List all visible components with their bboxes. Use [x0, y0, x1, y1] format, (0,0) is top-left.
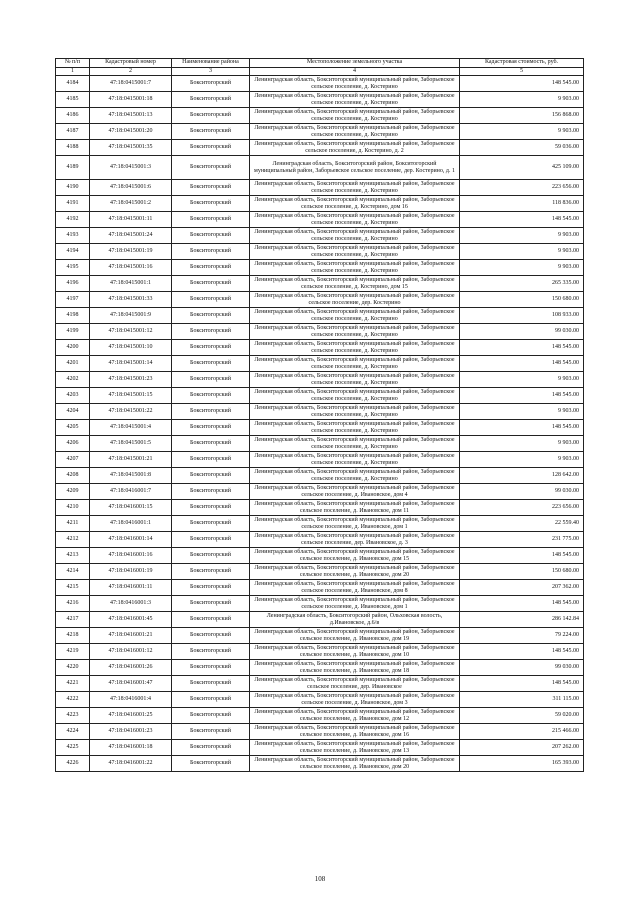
cadastral-value-cell: 118 836.00 — [460, 196, 584, 212]
table-body — [56, 76, 584, 772]
location-cell: Ленинградская область, Бокситогорский муниципальный район, Заборьевское сельское поселение, д. Ивановское, дом 12 — [250, 708, 460, 724]
cadastral-value-cell: 265 335.00 — [460, 276, 584, 292]
district-cell: Бокситогорский — [172, 212, 250, 228]
cadastral-value-cell: 148 545.00 — [460, 212, 584, 228]
location-cell: Ленинградская область, Бокситогорский муниципальный район, Заборьевское сельское поселение, д. Костерино — [250, 228, 460, 244]
table-row — [56, 756, 584, 772]
header-district-name: Наименование района — [172, 59, 250, 68]
table-row — [56, 532, 584, 548]
location-cell: Ленинградская область, Бокситогорский муниципальный район, Заборьевское сельское поселение, д. Костерино — [250, 388, 460, 404]
district-cell: Бокситогорский — [172, 580, 250, 596]
column-number: 3 — [172, 68, 250, 76]
table-row — [56, 308, 584, 324]
cadastral-number-cell: 47:18:0416001:7 — [90, 484, 172, 500]
district-cell: Бокситогорский — [172, 756, 250, 772]
district-cell: Бокситогорский — [172, 196, 250, 212]
cadastral-value-cell: 9 903.00 — [460, 260, 584, 276]
table-row — [56, 500, 584, 516]
table-row — [56, 388, 584, 404]
table-header-row — [56, 59, 584, 68]
location-cell: Ленинградская область, Бокситогорский муниципальный район, Заборьевское сельское поселение, дер. Ивановское, д. 3 — [250, 532, 460, 548]
row-number-cell: 4203 — [56, 388, 90, 404]
row-number-cell: 4189 — [56, 156, 90, 180]
table-row — [56, 92, 584, 108]
location-cell: Ленинградская область, Бокситогорский муниципальный район, Заборьевское сельское поселение, д. Ивановское, дом 3 — [250, 692, 460, 708]
row-number-cell: 4201 — [56, 356, 90, 372]
table-row — [56, 436, 584, 452]
location-cell: Ленинградская область, Бокситогорский муниципальный район, Заборьевское сельское поселение, д. Костерино — [250, 308, 460, 324]
table-row — [56, 244, 584, 260]
cadastral-number-cell: 47:18:0415001:18 — [90, 92, 172, 108]
location-cell: Ленинградская область, Бокситогорский муниципальный район, Заборьевское сельское поселение, д. Костерино, д. 2 — [250, 140, 460, 156]
row-number-cell: 4224 — [56, 724, 90, 740]
cadastral-value-cell: 148 545.00 — [460, 388, 584, 404]
location-cell: Ленинградская область, Бокситогорский муниципальный район, Заборьевское сельское поселение, д. Костерино — [250, 324, 460, 340]
row-number-cell: 4225 — [56, 740, 90, 756]
cadastral-number-cell: 47:18:0416001:4 — [90, 692, 172, 708]
district-cell: Бокситогорский — [172, 260, 250, 276]
cadastral-number-cell: 47:18:0416001:22 — [90, 756, 172, 772]
cadastral-value-cell: 9 903.00 — [460, 436, 584, 452]
cadastral-value-cell: 425 109.00 — [460, 156, 584, 180]
table-row — [56, 324, 584, 340]
district-cell: Бокситогорский — [172, 468, 250, 484]
district-cell: Бокситогорский — [172, 404, 250, 420]
district-cell: Бокситогорский — [172, 156, 250, 180]
table-row — [56, 108, 584, 124]
location-cell: Ленинградская область, Бокситогорский муниципальный район, Заборьевское сельское поселение, д. Костерино — [250, 92, 460, 108]
table-row — [56, 564, 584, 580]
district-cell: Бокситогорский — [172, 500, 250, 516]
table-row — [56, 724, 584, 740]
location-cell: Ленинградская область, Бокситогорский муниципальный район, Заборьевское сельское поселение, д. Костерино — [250, 372, 460, 388]
cadastral-value-cell: 99 030.00 — [460, 484, 584, 500]
cadastral-number-cell: 47:18:0415001:8 — [90, 468, 172, 484]
cadastral-value-cell: 9 903.00 — [460, 228, 584, 244]
table-row — [56, 156, 584, 180]
district-cell: Бокситогорский — [172, 388, 250, 404]
cadastral-value-cell: 231 775.00 — [460, 532, 584, 548]
row-number-cell: 4187 — [56, 124, 90, 140]
location-cell: Ленинградская область, Бокситогорский муниципальный район, Заборьевское сельское поселение, д. Костерино — [250, 260, 460, 276]
district-cell: Бокситогорский — [172, 180, 250, 196]
cadastral-value-cell: 156 868.00 — [460, 108, 584, 124]
cadastral-number-cell: 47:18:0415001:14 — [90, 356, 172, 372]
cadastral-value-cell: 128 642.00 — [460, 468, 584, 484]
cadastral-number-cell: 47:18:0416001:3 — [90, 596, 172, 612]
location-cell: Ленинградская область, Бокситогорский муниципальный район, Заборьевское сельское поселение, д. Ивановское, дом 10 — [250, 644, 460, 660]
cadastral-value-cell: 9 903.00 — [460, 92, 584, 108]
district-cell: Бокситогорский — [172, 596, 250, 612]
cadastral-value-cell: 9 903.00 — [460, 124, 584, 140]
cadastral-number-cell: 47:18:0415001:33 — [90, 292, 172, 308]
row-number-cell: 4207 — [56, 452, 90, 468]
district-cell: Бокситогорский — [172, 484, 250, 500]
cadastral-value-cell: 150 680.00 — [460, 564, 584, 580]
row-number-cell: 4195 — [56, 260, 90, 276]
page-number: 108 — [314, 875, 326, 883]
row-number-cell: 4226 — [56, 756, 90, 772]
district-cell: Бокситогорский — [172, 692, 250, 708]
district-cell: Бокситогорский — [172, 516, 250, 532]
row-number-cell: 4221 — [56, 676, 90, 692]
district-cell: Бокситогорский — [172, 740, 250, 756]
district-cell: Бокситогорский — [172, 292, 250, 308]
district-cell: Бокситогорский — [172, 308, 250, 324]
cadastral-number-cell: 47:18:0416001:11 — [90, 580, 172, 596]
district-cell: Бокситогорский — [172, 324, 250, 340]
cadastral-number-cell: 47:18:0415001:6 — [90, 180, 172, 196]
cadastral-value-cell: 99 030.00 — [460, 324, 584, 340]
header-row-number: № п/п — [56, 59, 90, 68]
location-cell: Ленинградская область, Бокситогорский муниципальный район, Заборьевское сельское поселение, д. Костерино — [250, 468, 460, 484]
district-cell: Бокситогорский — [172, 356, 250, 372]
table-row — [56, 340, 584, 356]
cadastral-value-cell: 9 903.00 — [460, 452, 584, 468]
table-row — [56, 420, 584, 436]
district-cell: Бокситогорский — [172, 420, 250, 436]
cadastral-value-cell: 207 262.00 — [460, 740, 584, 756]
location-cell: Ленинградская область, Бокситогорский район, Бокситогорский муниципальный район, Заборьевское сельское поселение, дер. Костерино, д. 1 — [250, 156, 460, 180]
cadastral-number-cell: 47:18:0415001:3 — [90, 156, 172, 180]
row-number-cell: 4223 — [56, 708, 90, 724]
cadastral-number-cell: 47:18:0415001:22 — [90, 404, 172, 420]
row-number-cell: 4198 — [56, 308, 90, 324]
table-row — [56, 548, 584, 564]
cadastral-value-cell: 9 903.00 — [460, 404, 584, 420]
row-number-cell: 4188 — [56, 140, 90, 156]
column-number: 1 — [56, 68, 90, 76]
location-cell: Ленинградская область, Бокситогорский муниципальный район, Заборьевское сельское поселение, д. Костерино — [250, 404, 460, 420]
column-number-row — [56, 68, 584, 76]
table-row — [56, 676, 584, 692]
table-row — [56, 404, 584, 420]
header-cadastral-value: Кадастровая стоимость, руб. — [460, 59, 584, 68]
table-row — [56, 468, 584, 484]
district-cell: Бокситогорский — [172, 244, 250, 260]
row-number-cell: 4211 — [56, 516, 90, 532]
cadastral-value-cell: 148 545.00 — [460, 340, 584, 356]
location-cell: Ленинградская область, Бокситогорский муниципальный район, Заборьевское сельское поселение, дер. Ивановское — [250, 676, 460, 692]
table-row — [56, 644, 584, 660]
cadastral-number-cell: 47:18:0416001:47 — [90, 676, 172, 692]
row-number-cell: 4186 — [56, 108, 90, 124]
header-location: Местоположение земельного участка — [250, 59, 460, 68]
location-cell: Ленинградская область, Бокситогорский муниципальный район, Заборьевское сельское поселение, д. Ивановское, дом 1 — [250, 516, 460, 532]
table-row — [56, 76, 584, 92]
column-number: 2 — [90, 68, 172, 76]
district-cell: Бокситогорский — [172, 532, 250, 548]
table-row — [56, 260, 584, 276]
table-row — [56, 452, 584, 468]
row-number-cell: 4222 — [56, 692, 90, 708]
location-cell: Ленинградская область, Бокситогорский муниципальный район, Заборьевское сельское поселение, дер. Костерино — [250, 292, 460, 308]
row-number-cell: 4193 — [56, 228, 90, 244]
district-cell: Бокситогорский — [172, 612, 250, 628]
cadastral-value-cell: 9 903.00 — [460, 372, 584, 388]
table-row — [56, 628, 584, 644]
cadastral-number-cell: 47:18:0416001:45 — [90, 612, 172, 628]
header-cadastral-number: Кадастровый номер — [90, 59, 172, 68]
district-cell: Бокситогорский — [172, 108, 250, 124]
cadastral-value-cell: 108 933.00 — [460, 308, 584, 324]
cadastral-number-cell: 47:18:0416001:15 — [90, 500, 172, 516]
cadastral-value-cell: 59 036.00 — [460, 140, 584, 156]
cadastral-value-table — [55, 58, 584, 772]
row-number-cell: 4191 — [56, 196, 90, 212]
cadastral-number-cell: 47:18:0415001:12 — [90, 324, 172, 340]
column-number: 4 — [250, 68, 460, 76]
row-number-cell: 4208 — [56, 468, 90, 484]
row-number-cell: 4197 — [56, 292, 90, 308]
district-cell: Бокситогорский — [172, 228, 250, 244]
table-row — [56, 140, 584, 156]
row-number-cell: 4200 — [56, 340, 90, 356]
cadastral-number-cell: 47:18:0415001:23 — [90, 372, 172, 388]
row-number-cell: 4185 — [56, 92, 90, 108]
cadastral-value-cell: 148 545.00 — [460, 548, 584, 564]
location-cell: Ленинградская область, Бокситогорский район, Ольховская волость, д.Ивановское, д.6/в — [250, 612, 460, 628]
row-number-cell: 4196 — [56, 276, 90, 292]
location-cell: Ленинградская область, Бокситогорский муниципальный район, Заборьевское сельское поселение, д. Ивановское, дом 1 — [250, 596, 460, 612]
cadastral-value-table-sheet — [55, 58, 583, 772]
district-cell: Бокситогорский — [172, 660, 250, 676]
table-row — [56, 180, 584, 196]
cadastral-number-cell: 47:18:0416001:1 — [90, 516, 172, 532]
cadastral-number-cell: 47:18:0415001:10 — [90, 340, 172, 356]
table-row — [56, 228, 584, 244]
cadastral-number-cell: 47:18:0415001:19 — [90, 244, 172, 260]
location-cell: Ленинградская область, Бокситогорский муниципальный район, Заборьевское сельское поселение, д. Костерино — [250, 212, 460, 228]
location-cell: Ленинградская область, Бокситогорский муниципальный район, Заборьевское сельское поселение, д. Костерино — [250, 420, 460, 436]
row-number-cell: 4213 — [56, 548, 90, 564]
location-cell: Ленинградская область, Бокситогорский муниципальный район, Заборьевское сельское поселение, д. Костерино — [250, 180, 460, 196]
location-cell: Ленинградская область, Бокситогорский муниципальный район, Заборьевское сельское поселение, д. Костерино — [250, 340, 460, 356]
location-cell: Ленинградская область, Бокситогорский муниципальный район, Заборьевское сельское поселение, д. Костерино — [250, 356, 460, 372]
cadastral-number-cell: 47:18:0416001:23 — [90, 724, 172, 740]
district-cell: Бокситогорский — [172, 644, 250, 660]
district-cell: Бокситогорский — [172, 548, 250, 564]
district-cell: Бокситогорский — [172, 372, 250, 388]
cadastral-value-cell: 215 466.00 — [460, 724, 584, 740]
district-cell: Бокситогорский — [172, 76, 250, 92]
table-row — [56, 516, 584, 532]
column-number: 5 — [460, 68, 584, 76]
table-row — [56, 124, 584, 140]
row-number-cell: 4209 — [56, 484, 90, 500]
row-number-cell: 4205 — [56, 420, 90, 436]
table-row — [56, 612, 584, 628]
cadastral-value-cell: 150 680.00 — [460, 292, 584, 308]
table-row — [56, 196, 584, 212]
row-number-cell: 4216 — [56, 596, 90, 612]
table-row — [56, 708, 584, 724]
cadastral-value-cell: 286 142.84 — [460, 612, 584, 628]
cadastral-number-cell: 47:18:0415001:35 — [90, 140, 172, 156]
cadastral-number-cell: 47:18:0416001:18 — [90, 740, 172, 756]
location-cell: Ленинградская область, Бокситогорский муниципальный район, Заборьевское сельское поселение, д. Ивановское, дом 15 — [250, 548, 460, 564]
row-number-cell: 4184 — [56, 76, 90, 92]
cadastral-value-cell: 148 545.00 — [460, 596, 584, 612]
cadastral-number-cell: 47:18:0415001:16 — [90, 260, 172, 276]
cadastral-number-cell: 47:18:0416001:21 — [90, 628, 172, 644]
district-cell: Бокситогорский — [172, 708, 250, 724]
table-row — [56, 292, 584, 308]
row-number-cell: 4212 — [56, 532, 90, 548]
row-number-cell: 4217 — [56, 612, 90, 628]
district-cell: Бокситогорский — [172, 676, 250, 692]
district-cell: Бокситогорский — [172, 340, 250, 356]
location-cell: Ленинградская область, Бокситогорский муниципальный район, Заборьевское сельское поселение, д. Костерино — [250, 436, 460, 452]
row-number-cell: 4210 — [56, 500, 90, 516]
table-row — [56, 212, 584, 228]
cadastral-value-cell: 148 545.00 — [460, 644, 584, 660]
cadastral-number-cell: 47:18:0415001:11 — [90, 212, 172, 228]
row-number-cell: 4202 — [56, 372, 90, 388]
cadastral-value-cell: 223 656.00 — [460, 180, 584, 196]
location-cell: Ленинградская область, Бокситогорский муниципальный район, Заборьевское сельское поселение, д. Костерино, дом 16 — [250, 196, 460, 212]
district-cell: Бокситогорский — [172, 628, 250, 644]
location-cell: Ленинградская область, Бокситогорский муниципальный район, Заборьевское сельское поселение, д. Ивановское, дом 20 — [250, 756, 460, 772]
cadastral-value-cell: 59 020.00 — [460, 708, 584, 724]
table-row — [56, 372, 584, 388]
location-cell: Ленинградская область, Бокситогорский муниципальный район, Заборьевское сельское поселение, д. Ивановское, дом 4 — [250, 484, 460, 500]
cadastral-value-cell: 148 545.00 — [460, 676, 584, 692]
location-cell: Ленинградская область, Бокситогорский муниципальный район, Заборьевское сельское поселение, д. Ивановское, дом 13 — [250, 740, 460, 756]
row-number-cell: 4206 — [56, 436, 90, 452]
location-cell: Ленинградская область, Бокситогорский муниципальный район, Заборьевское сельское поселение, д. Костерино — [250, 452, 460, 468]
location-cell: Ленинградская область, Бокситогорский муниципальный район, Заборьевское сельское поселение, д. Ивановское, дом 18 — [250, 660, 460, 676]
table-row — [56, 580, 584, 596]
row-number-cell: 4214 — [56, 564, 90, 580]
cadastral-number-cell: 47:18:0415001:9 — [90, 308, 172, 324]
district-cell: Бокситогорский — [172, 564, 250, 580]
cadastral-value-cell: 148 545.00 — [460, 420, 584, 436]
table-row — [56, 356, 584, 372]
location-cell: Ленинградская область, Бокситогорский муниципальный район, Заборьевское сельское поселение, д. Костерино, дом 15 — [250, 276, 460, 292]
district-cell: Бокситогорский — [172, 140, 250, 156]
cadastral-value-cell: 9 903.00 — [460, 244, 584, 260]
location-cell: Ленинградская область, Бокситогорский муниципальный район, Заборьевское сельское поселение, д. Ивановское, дом 20 — [250, 564, 460, 580]
district-cell: Бокситогорский — [172, 452, 250, 468]
row-number-cell: 4194 — [56, 244, 90, 260]
cadastral-value-cell: 99 030.00 — [460, 660, 584, 676]
cadastral-value-cell: 148 545.00 — [460, 356, 584, 372]
row-number-cell: 4190 — [56, 180, 90, 196]
cadastral-number-cell: 47:18:0416001:16 — [90, 548, 172, 564]
cadastral-number-cell: 47:18:0415001:5 — [90, 436, 172, 452]
table-row — [56, 596, 584, 612]
table-row — [56, 692, 584, 708]
location-cell: Ленинградская область, Бокситогорский муниципальный район, Заборьевское сельское поселение, д. Ивановское, дом 19 — [250, 628, 460, 644]
cadastral-number-cell: 47:18:0415001:1 — [90, 276, 172, 292]
cadastral-value-cell: 79 224.00 — [460, 628, 584, 644]
location-cell: Ленинградская область, Бокситогорский муниципальный район, Заборьевское сельское поселение, д. Костерино — [250, 124, 460, 140]
district-cell: Бокситогорский — [172, 276, 250, 292]
table-row — [56, 276, 584, 292]
district-cell: Бокситогорский — [172, 436, 250, 452]
cadastral-number-cell: 47:18:0416001:12 — [90, 644, 172, 660]
cadastral-number-cell: 47:18:0415001:7 — [90, 76, 172, 92]
district-cell: Бокситогорский — [172, 724, 250, 740]
location-cell: Ленинградская область, Бокситогорский муниципальный район, Заборьевское сельское поселение, д. Ивановское, дом 11 — [250, 500, 460, 516]
district-cell: Бокситогорский — [172, 124, 250, 140]
cadastral-number-cell: 47:18:0415001:15 — [90, 388, 172, 404]
row-number-cell: 4215 — [56, 580, 90, 596]
cadastral-number-cell: 47:18:0416001:14 — [90, 532, 172, 548]
row-number-cell: 4219 — [56, 644, 90, 660]
row-number-cell: 4218 — [56, 628, 90, 644]
cadastral-number-cell: 47:18:0416001:26 — [90, 660, 172, 676]
row-number-cell: 4220 — [56, 660, 90, 676]
cadastral-number-cell: 47:18:0415001:4 — [90, 420, 172, 436]
district-cell: Бокситогорский — [172, 92, 250, 108]
cadastral-number-cell: 47:18:0415001:20 — [90, 124, 172, 140]
cadastral-number-cell: 47:18:0415001:13 — [90, 108, 172, 124]
location-cell: Ленинградская область, Бокситогорский муниципальный район, Заборьевское сельское поселение, д. Ивановское, дом 8 — [250, 580, 460, 596]
cadastral-value-cell: 207 362.00 — [460, 580, 584, 596]
cadastral-number-cell: 47:18:0415001:21 — [90, 452, 172, 468]
cadastral-number-cell: 47:18:0416001:19 — [90, 564, 172, 580]
cadastral-value-cell: 148 545.00 — [460, 76, 584, 92]
cadastral-value-cell: 165 393.00 — [460, 756, 584, 772]
location-cell: Ленинградская область, Бокситогорский муниципальный район, Заборьевское сельское поселение, д. Костерино — [250, 76, 460, 92]
cadastral-number-cell: 47:18:0416001:25 — [90, 708, 172, 724]
table-row — [56, 660, 584, 676]
location-cell: Ленинградская область, Бокситогорский муниципальный район, Заборьевское сельское поселение, д. Костерино — [250, 108, 460, 124]
location-cell: Ленинградская область, Бокситогорский муниципальный район, Заборьевское сельское поселение, д. Ивановское, дом 16 — [250, 724, 460, 740]
cadastral-number-cell: 47:18:0415001:2 — [90, 196, 172, 212]
cadastral-value-cell: 223 656.00 — [460, 500, 584, 516]
cadastral-value-cell: 311 115.00 — [460, 692, 584, 708]
cadastral-value-cell: 22 559.40 — [460, 516, 584, 532]
row-number-cell: 4204 — [56, 404, 90, 420]
table-row — [56, 740, 584, 756]
row-number-cell: 4192 — [56, 212, 90, 228]
location-cell: Ленинградская область, Бокситогорский муниципальный район, Заборьевское сельское поселение, д. Костерино — [250, 244, 460, 260]
row-number-cell: 4199 — [56, 324, 90, 340]
cadastral-number-cell: 47:18:0415001:24 — [90, 228, 172, 244]
table-row — [56, 484, 584, 500]
